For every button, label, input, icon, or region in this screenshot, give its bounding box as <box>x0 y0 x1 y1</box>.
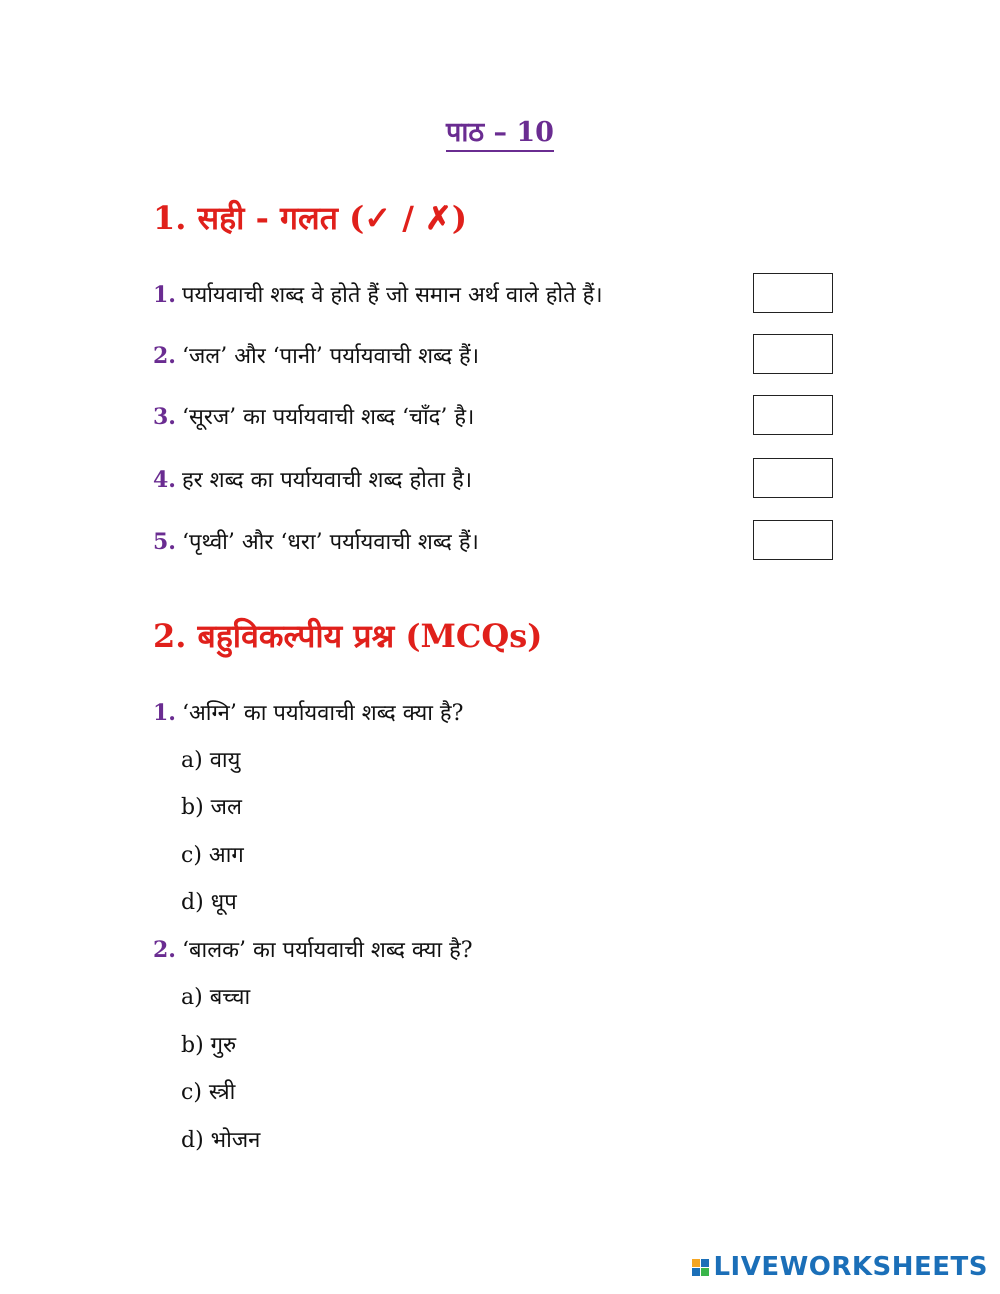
mcq-option[interactable]: c) आग <box>181 843 244 868</box>
question-number: 2. <box>153 937 176 963</box>
mcq-option[interactable]: a) बच्चा <box>181 985 251 1010</box>
question-text: ‘बालक’ का पर्यायवाची शब्द क्या है? <box>181 938 473 963</box>
logo-mark-icon <box>692 1259 709 1276</box>
true-false-row <box>153 395 833 435</box>
true-false-row <box>153 520 833 560</box>
page-title <box>0 112 1000 149</box>
logo-text: LIVEWORKSHEETS <box>713 1252 988 1282</box>
statement <box>153 279 603 309</box>
statement-text: ‘सूरज’ का पर्यायवाची शब्द ‘चाँद’ है। <box>181 405 475 430</box>
question-text: ‘अग्नि’ का पर्यायवाची शब्द क्या है? <box>181 701 464 726</box>
statement-text: ‘पृथ्वी’ और ‘धरा’ पर्यायवाची शब्द हैं। <box>181 530 479 555</box>
mcq-option[interactable]: b) जल <box>181 795 242 820</box>
mcq-option[interactable]: c) स्त्री <box>181 1080 236 1105</box>
statement <box>153 526 479 556</box>
statement-text: पर्यायवाची शब्द वे होते हैं जो समान अर्थ वाले होते हैं। <box>181 283 603 308</box>
item-number: 1. <box>153 282 176 308</box>
answer-box-5[interactable] <box>753 520 833 560</box>
question-number: 1. <box>153 700 176 726</box>
answer-box-1[interactable] <box>753 273 833 313</box>
mcq-option[interactable]: b) गुरु <box>181 1033 237 1058</box>
true-false-row <box>153 334 833 374</box>
item-number: 4. <box>153 467 176 493</box>
true-false-row <box>153 273 833 313</box>
answer-box-2[interactable] <box>753 334 833 374</box>
statement <box>153 464 472 494</box>
page-title-text: पाठ – 10 <box>446 117 554 152</box>
mcq-question-1 <box>153 697 463 727</box>
statement-text: हर शब्द का पर्यायवाची शब्द होता है। <box>181 468 473 493</box>
item-number: 2. <box>153 343 176 369</box>
section-mcq-heading: 2. बहुविकल्पीय प्रश्न (MCQs) <box>153 617 543 655</box>
statement <box>153 401 474 431</box>
item-number: 3. <box>153 404 176 430</box>
mcq-option[interactable]: d) भोजन <box>181 1128 261 1153</box>
statement-text: ‘जल’ और ‘पानी’ पर्यायवाची शब्द हैं। <box>181 344 480 369</box>
answer-box-3[interactable] <box>753 395 833 435</box>
section-true-false-heading: 1. सही - गलत (✓ / ✗) <box>153 199 467 237</box>
answer-box-4[interactable] <box>753 458 833 498</box>
statement <box>153 340 479 370</box>
mcq-option[interactable]: a) वायु <box>181 748 241 773</box>
true-false-row <box>153 458 833 498</box>
item-number: 5. <box>153 529 176 555</box>
mcq-question-2 <box>153 934 473 964</box>
liveworksheets-logo <box>692 1252 988 1282</box>
mcq-option[interactable]: d) धूप <box>181 890 237 915</box>
